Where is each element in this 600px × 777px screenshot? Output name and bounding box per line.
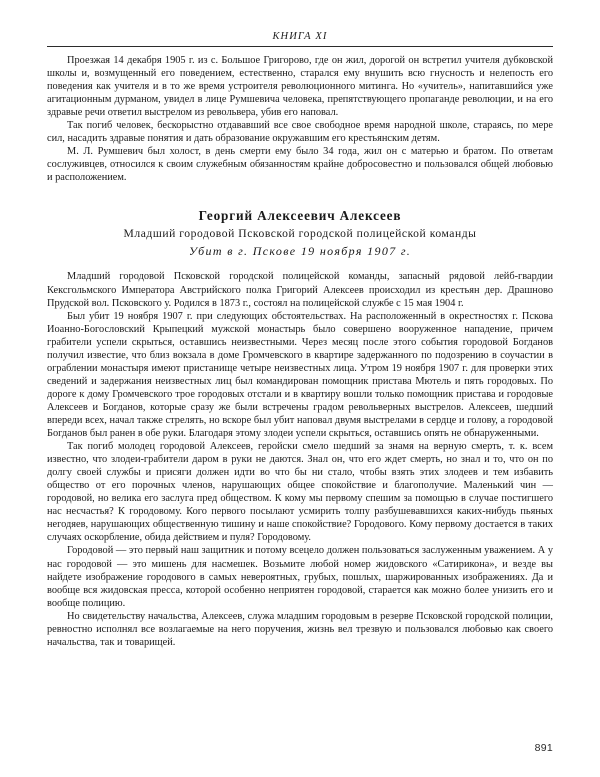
page-number: 891 xyxy=(534,742,553,754)
running-head: КНИГА XI xyxy=(272,31,328,42)
header-rule xyxy=(47,46,553,47)
entry-name: Георгий Алексеевич Алексеев xyxy=(198,208,402,224)
paragraph: Проезжая 14 декабря 1905 г. из с. Большое Григорово, где он жил, дорогой он встретил учителя дубковской школы и, возмущенный его поведением, естественно, старался ему внушить всю гнусность и нелепость его поведения как учителя и в то же время устроителя революционного митинга. Но «учитель», напитавшийся уже агитационным дурманом, увидел в лице Румшевича человека, препятствующего пропаганде революции, и на его здравые речи ответил выстрелом из револьвера, убив его наповал. xyxy=(47,55,553,119)
entry-rank: Младший городовой Псковской городской полицейской команды xyxy=(123,227,477,241)
entry-body xyxy=(47,270,553,648)
entry-heading-block xyxy=(47,208,553,259)
paragraph: Младший городовой Псковской городской полицейской команды, запасный рядовой лейб-гвардии Кексгольмского Императора Австрийского полка Григорий Алексеев происходил из крестьян дер. Драшново Прудской вол. Псковского у. Родился в 1873 г., состоял на полицейской службе с 15 мая 1904 г. xyxy=(47,271,553,309)
paragraph: Так погиб молодец городовой Алексеев, геройски смело шедший за знамя на верную смерть, т. к. всем известно, что злодеи-грабители даром в руки не даются. Знал он, что его ждет смерть, но знал и то, что он по долгу своей службы и присяги должен идти во что бы ни стало, чтобы взять этих злодеев и тем избавить общество от его порочных членов, нарушающих общее спокойствие и благополучие. Маленький чин — городовой, но велика его заслуга пред обществом. К кому мы первому спешим за помощью в случае постигшего нас несчастья? К городовому. Кого первого посылают усмирить толпу разбушевавшихся каких-нибудь пьяных негодяев, нарушающих общественную тишину и наше спокойствие? Городового. Кому первому достается в таких случаях оскорбление, обида действием и пуля? Городовому. xyxy=(47,441,553,544)
paragraph: Был убит 19 ноября 1907 г. при следующих обстоятельствах. На расположенный в окрестностях г. Пскова Иоанно-Богословский Крыпецкий мужской монастырь было совершено вооруженное нападение, причем грабители успели скрыться, оставшись неизвестными. Через месяц после этого события городовой Богданов получил известие, что близ вокзала в доме Громчевского в квартире задержанного по подозрению в соучастии в ограблении монастыря имеют пристанище четыре неизвестных лица. Утром 19 ноября 1907 г. для проверки этих сведений и задержания неизвестных лиц был командирован помощник пристава Мютель и пять городовых. По дороге к дому Громчевского трое городовых отстали и в квартиру вошли только помощник пристава и городовые Алексеев и Богданов, которые сразу же были встречены градом револьверных выстрелов. Алексеев, шедший впереди всех, начал также стрелять, но вскоре был убит наповал двумя выстрелами в сердце и голову, а городовой Богданов был ранен в обе руки. Благодаря этому злодеи успели скрыться, оставшись опять не обнаруженными. xyxy=(47,310,553,440)
page-content xyxy=(47,0,553,649)
paragraph: Но свидетельству начальства, Алексеев, служа младшим городовым в резерве Псковской городской полиции, ревностно исполнял все возлагаемые на него поручения, жизнь вел трезвую и пользовался любовью как своего начальства, так и товарищей. xyxy=(47,610,553,648)
paragraph: Городовой — это первый наш защитник и потому всецело должен пользоваться заслуженным уважением. А у нас городовой — это мишень для насмешек. Возьмите любой номер жидовского «Сатирикона», и везде вы найдете изображение городового в самых невероятных, грубых, пошлых, шаржированных изображениях. Да и вообще вся жидовская пресса, которой особенно неприятен городовой, старается как можно более унизить его и вообще полицию. xyxy=(47,545,553,609)
paragraph: М. Л. Румшевич был холост, в день смерти ему было 34 года, жил он с матерью и братом. По ответам сослуживцев, относился к своим служебным обязанностям крайне добросовестно и пользовался общей любовью и расположением. xyxy=(47,146,553,184)
paragraph: Так погиб человек, бескорыстно отдававший все свое свободное время народной школе, стараясь, по мере сил, насадить здравые понятия и дать образование окружавшим его крестьянским детям. xyxy=(47,120,553,145)
entry-killed-line: Убит в г. Пскове 19 ноября 1907 г. xyxy=(188,244,412,259)
